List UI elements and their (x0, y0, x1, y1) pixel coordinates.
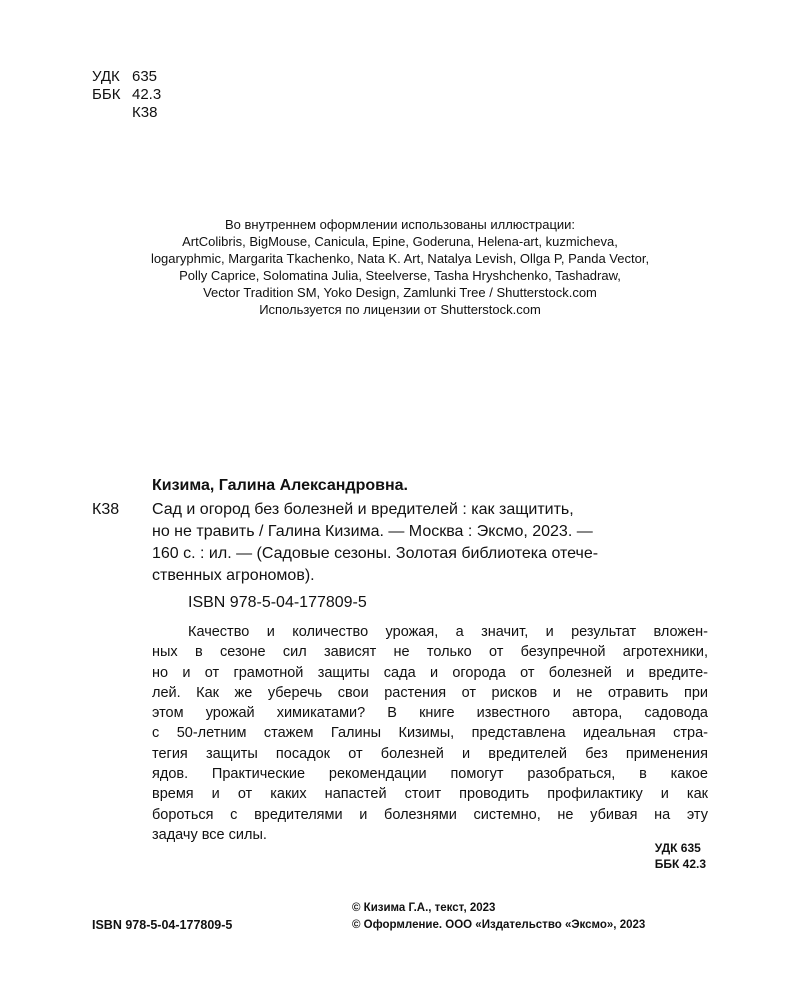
annotation-line: ядов. Практические рекомендации помогут разобраться, в какое (152, 766, 708, 783)
author-code: К38 (132, 104, 158, 121)
annotation-line: тегия защиты посадок от болезней и вредителей без применения (152, 745, 708, 762)
credits-line: Во внутреннем оформлении использованы иллюстрации: (224, 217, 576, 232)
annotation-line: с 50-летним стажем Галины Кизимы, представлена идеальная стра- (152, 725, 708, 742)
bbk-value: 42.3 (132, 86, 162, 103)
credits-line: logaryphmic, Margarita Tkachenko, Nata K. Art, Natalya Levish, Ollga P, Panda Vector, (150, 251, 650, 266)
annotation-line: но и от грамотной защиты сада и огорода от болезней и вредите- (152, 664, 708, 681)
bbk-label: ББК (92, 86, 121, 103)
catalog-author: Кизима, Галина Александровна. (152, 477, 408, 494)
udk-row (92, 68, 161, 86)
catalog-line: ственных агрономов). (152, 567, 315, 584)
annotation-line: бороться с вредителями и болезнями системно, не убивая на эту (152, 806, 708, 823)
copyright-block (352, 900, 645, 934)
book-annotation (152, 622, 708, 845)
catalog-isbn: ISBN 978-5-04-177809-5 (188, 594, 367, 611)
bottom-classification (655, 840, 706, 872)
annotation-line: время и от каких напастей стоит проводить профилактику и как (152, 786, 708, 803)
catalog-line: Сад и огород без болезней и вредителей : как защитить, (152, 501, 574, 518)
bottom-udk: УДК 635 (654, 841, 701, 855)
annotation-line: Качество и количество урожая, а значит, и результат вложен- (188, 624, 708, 640)
udk-label: УДК (92, 68, 120, 85)
catalog-line: но не травить / Галина Кизима. — Москва : Эксмо, 2023. — (152, 523, 593, 540)
credits-line: Polly Caprice, Solomatina Julia, Steelverse, Tasha Hryshchenko, Tashadraw, (179, 268, 621, 283)
credits-line: ArtColibris, BigMouse, Canicula, Epine, Goderuna, Helena-art, kuzmicheva, (182, 234, 618, 249)
copyright-design: © Оформление. ООО «Издательство «Эксмо», 2023 (352, 919, 646, 931)
credits-line: Vector Tradition SM, Yoko Design, Zamlunki Tree / Shutterstock.com (203, 285, 597, 300)
catalog-line: 160 с. : ил. — (Садовые сезоны. Золотая библиотека отече- (152, 545, 599, 562)
annotation-line: этом урожай химикатами? В книге известного автора, садовода (152, 705, 708, 722)
copyright-text: © Кизима Г.А., текст, 2023 (352, 902, 496, 914)
catalog-code: К38 (92, 501, 120, 518)
annotation-line: задачу все силы. (152, 826, 267, 843)
bottom-bbk: ББК 42.3 (654, 857, 706, 871)
isbn-bottom: ISBN 978-5-04-177809-5 (92, 918, 233, 932)
udk-value: 635 (132, 68, 158, 85)
annotation-line: ных в сезоне сил зависят не только от безупречной агротехники, (152, 644, 708, 661)
classification-codes (92, 68, 161, 122)
illustration-credits (80, 216, 720, 318)
bbk-row (92, 86, 161, 104)
credits-line: Используется по лицензии от Shutterstock.com (259, 302, 541, 317)
catalog-description (152, 499, 712, 587)
annotation-line: лей. Как же уберечь свои растения от рисков и не отравить при (152, 684, 708, 701)
